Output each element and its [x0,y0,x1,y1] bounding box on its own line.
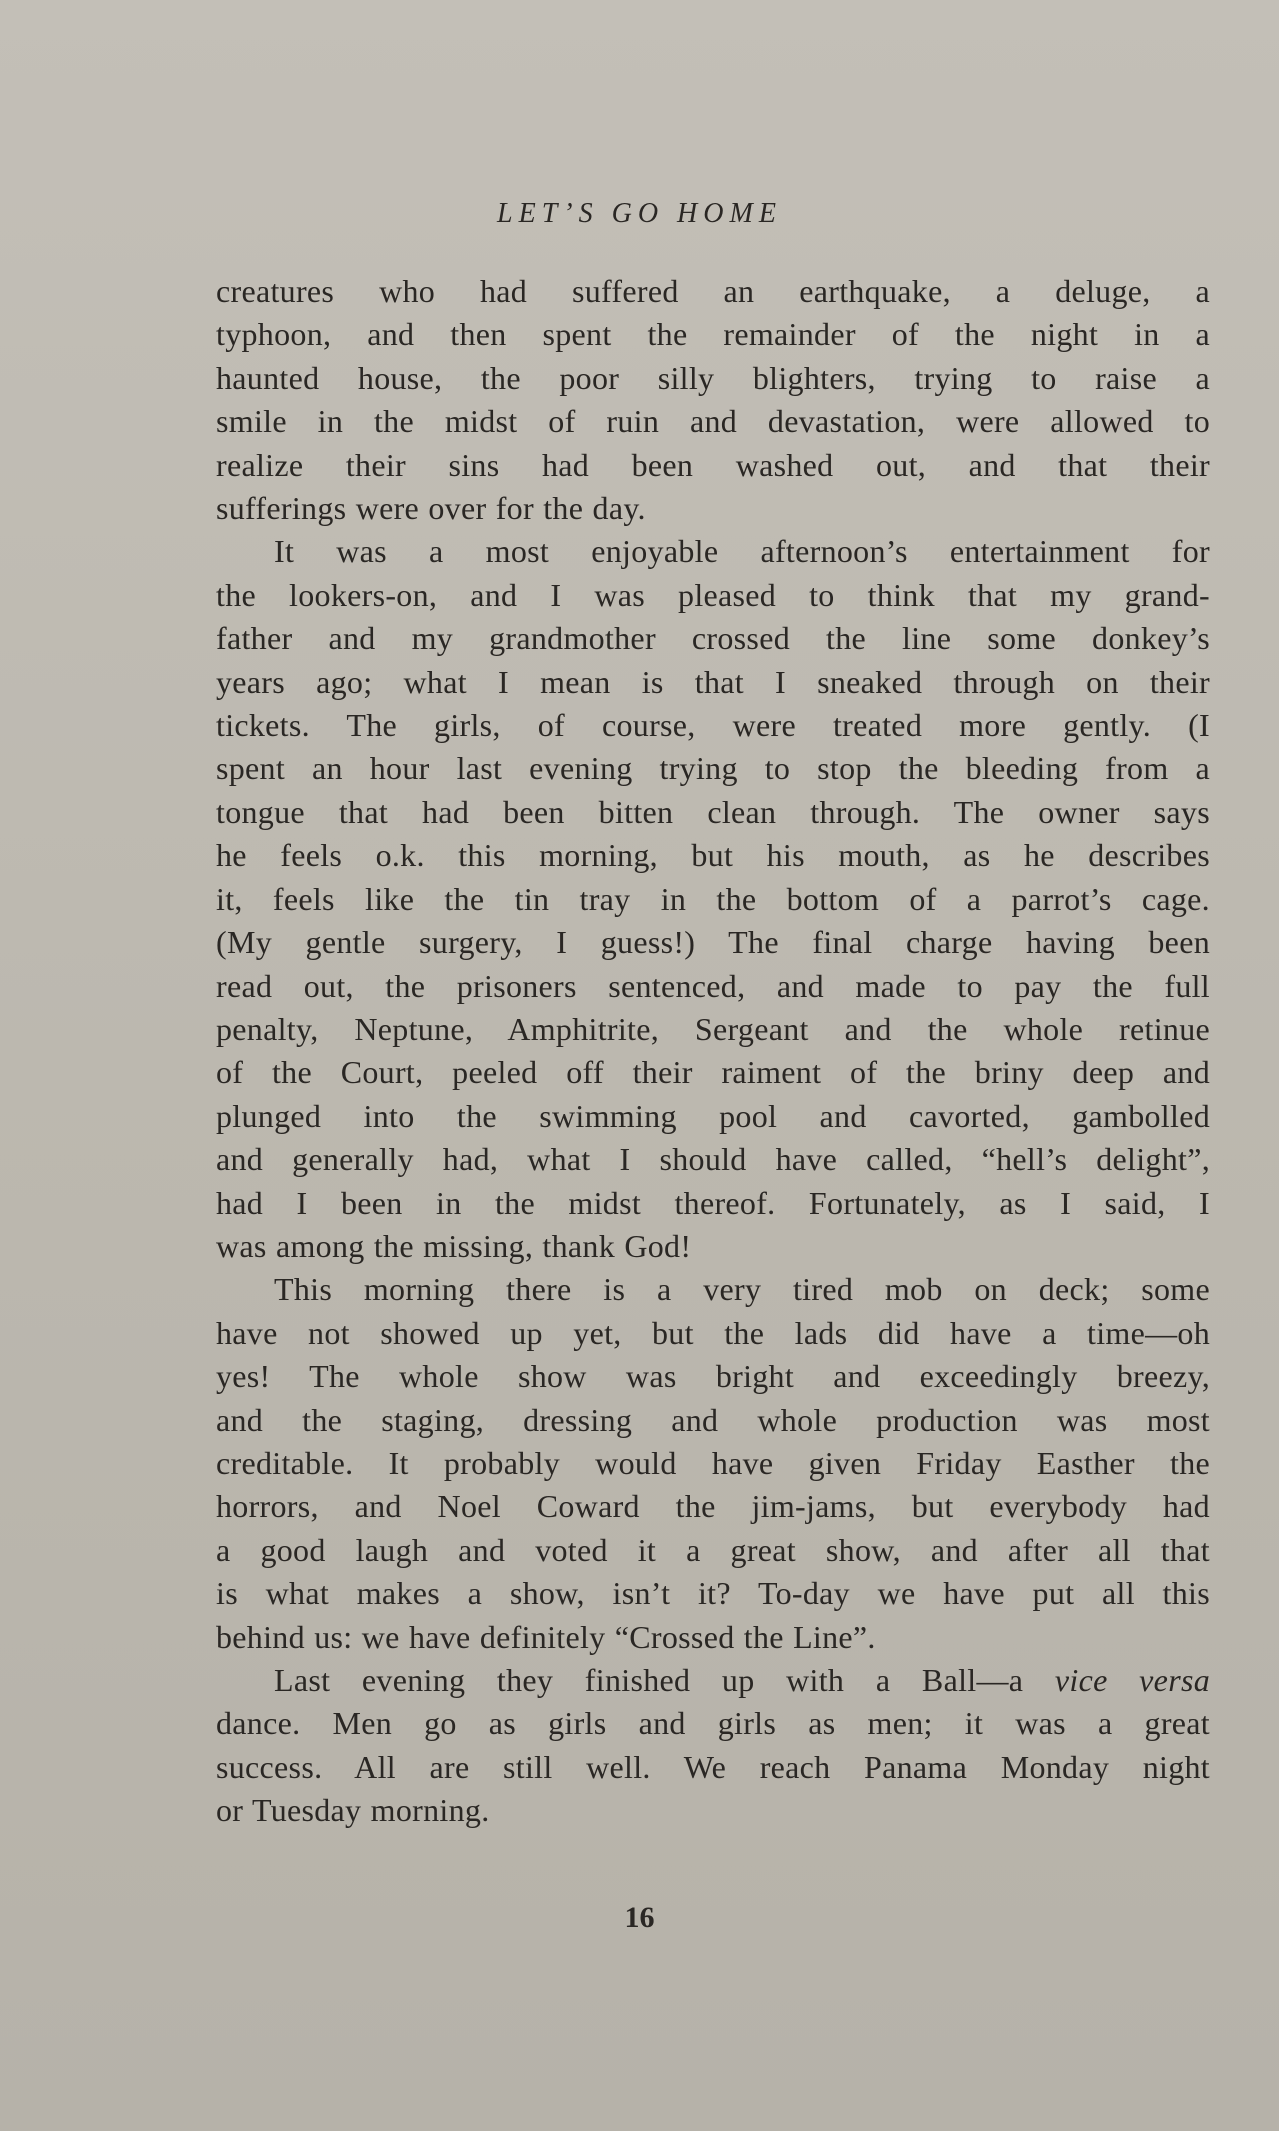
page-number: 16 [624,1901,655,1934]
paragraph [216,270,1210,530]
text-line: is what makes a show, isn’t it? To-day we have put all this [216,1575,1210,1612]
body-text [216,270,1210,1833]
text-line: realize their sins had been washed out, and that their [216,446,1210,483]
text-line: It was a most enjoyable afternoon’s entertainment for [274,533,1210,570]
text-line: years ago; what I mean is that I sneaked through on their [216,663,1210,700]
text-line: or Tuesday morning. [216,1792,490,1829]
paragraph [216,1268,1210,1659]
text-line: This morning there is a very tired mob on deck; some [274,1271,1210,1308]
text-line: and the staging, dressing and whole production was most [216,1401,1210,1438]
text-line: have not showed up yet, but the lads did have a time—oh [216,1314,1210,1351]
text-line: read out, the prisoners sentenced, and made to pay the full [216,967,1210,1004]
paragraph [216,1659,1210,1833]
text-line: Last evening they finished up with a Ball—a vice versa [274,1662,1210,1698]
text-line: typhoon, and then spent the remainder of the night in a [216,316,1210,353]
text-line: of the Court, peeled off their raiment of the briny deep and [216,1054,1210,1091]
text-line: father and my grandmother crossed the line some donkey’s [216,620,1210,657]
text-line: (My gentle surgery, I guess!) The final charge having been [216,924,1210,961]
text-line: sufferings were over for the day. [216,490,646,527]
paragraph [216,530,1210,1268]
text-line: creatures who had suffered an earthquake, a deluge, a [216,273,1210,309]
text-line: was among the missing, thank God! [216,1227,692,1264]
text-line: success. All are still well. We reach Panama Monday night [216,1748,1210,1785]
text-line: plunged into the swimming pool and cavorted, gambolled [216,1097,1210,1134]
text-line: a good laugh and voted it a great show, and after all that [216,1531,1210,1568]
text-line: he feels o.k. this morning, but his mouth, as he describes [216,837,1210,874]
italic-phrase: vice versa [1054,1662,1210,1698]
text-line: haunted house, the poor silly blighters, trying to raise a [216,359,1210,396]
text-line: the lookers-on, and I was pleased to think that my grand- [216,576,1210,613]
text-line: tongue that had been bitten clean through. The owner says [216,793,1210,830]
text-line: yes! The whole show was bright and exceedingly breezy, [216,1358,1210,1395]
text-line: it, feels like the tin tray in the bottom of a parrot’s cage. [216,880,1210,917]
text-line: smile in the midst of ruin and devastation, were allowed to [216,403,1210,440]
text-line: horrors, and Noel Coward the jim-jams, but everybody had [216,1488,1210,1525]
text-line: behind us: we have definitely “Crossed the Line”. [216,1618,876,1655]
text-line: spent an hour last evening trying to stop the bleeding from a [216,750,1210,787]
text-line: penalty, Neptune, Amphitrite, Sergeant and the whole retinue [216,1010,1210,1047]
text-line: had I been in the midst thereof. Fortunately, as I said, I [216,1184,1210,1221]
text-line: dance. Men go as girls and girls as men; it was a great [216,1705,1210,1742]
text-line: tickets. The girls, of course, were treated more gently. (I [216,707,1210,744]
text-line: creditable. It probably would have given Friday Easther the [216,1444,1210,1481]
text-line: and generally had, what I should have called, “hell’s delight”, [216,1141,1210,1178]
running-head: LET’S GO HOME [497,198,782,229]
